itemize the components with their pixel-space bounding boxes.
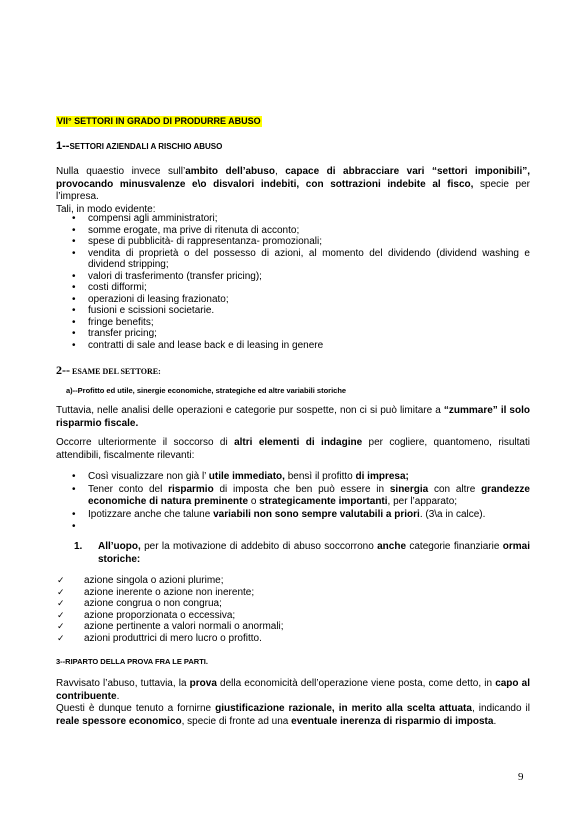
bullet-dot-icon: • — [72, 293, 76, 305]
list-item-text: azioni produttrici di mero lucro o profitto. — [84, 632, 262, 644]
text-run: Tener conto del — [88, 483, 169, 495]
bullet-dot-icon: • — [72, 328, 76, 339]
list-item-text: fringe benefits; — [88, 316, 154, 328]
list-item-text: compensi agli amministratori; — [88, 213, 218, 224]
checkmark-icon: ✓ — [57, 586, 65, 597]
bullet-dot-icon: • — [72, 270, 76, 282]
text-run: Ravvisato l’abuso, tuttavia, la — [56, 678, 190, 689]
bullet-dot-icon: • — [72, 213, 76, 224]
text-run: Tali, in modo evidente: — [56, 203, 156, 215]
page-number: 9 — [518, 771, 524, 783]
text-run: Questi è dunque tenuto a fornirne — [56, 703, 216, 714]
text-run: Ipotizzare anche che talune — [88, 508, 214, 520]
text-run: con altre — [428, 483, 482, 495]
text-run-bold: prova — [189, 678, 217, 689]
text-run-bold: eventuale inerenza di risparmio di imposta — [291, 715, 494, 727]
section2-paragraph-2 — [56, 437, 530, 462]
list-item-text: vendita di proprietà o del possesso di azioni, al momento del dividendo (dividend washing e dividend stripping; — [88, 247, 530, 270]
text-run: di imposta che ben può essere in — [213, 483, 390, 495]
text-run: Così visualizzare non già l’ — [88, 471, 209, 482]
numbered-item-marker: 1. — [74, 541, 83, 552]
text-run-bold: capo al contribuente — [56, 678, 530, 702]
list-item — [56, 294, 530, 306]
list-item-text: azione pertinente a valori normali o anormali; — [84, 621, 284, 632]
bullet-dot-icon: • — [72, 471, 76, 482]
text-run-bold: grandezze economiche di natura preminente — [88, 483, 530, 507]
list-item-text: azione inerente o azione non inerente; — [84, 586, 255, 598]
list-item — [56, 633, 530, 645]
list-item — [56, 471, 530, 484]
section3-heading: 3--RIPARTO DELLA PROVA FRA LE PARTI. — [56, 657, 208, 666]
text-run-bold: ambito dell’abuso — [185, 166, 275, 177]
checkmark-icon: ✓ — [57, 598, 65, 608]
text-run: , indicando il — [471, 703, 530, 714]
subsection-a-heading: a)--Profitto ed utile, sinergie economiche, strategiche ed altre variabili storiche — [66, 386, 347, 395]
text-run: Tuttavia, nelle analisi delle operazioni e categorie pur sospette, non ci si può limitare a — [56, 405, 444, 416]
text-run: per la motivazione di addebito di abuso soccorrono — [140, 541, 378, 552]
numbered-item-1 — [56, 541, 530, 566]
text-run-bold: di impresa; — [355, 471, 409, 482]
section1-number: 1-- — [56, 140, 70, 152]
section2-heading — [56, 364, 161, 378]
checkmark-icon: ✓ — [57, 609, 65, 620]
list-item-text: azione congrua o non congrua; — [84, 598, 222, 609]
list-item-text: spese di pubblicità- di rappresentanza- promozionali; — [88, 236, 323, 247]
list-item — [56, 621, 530, 633]
bullet-dot-icon: • — [72, 282, 76, 293]
section1-list — [56, 213, 530, 351]
section2-number: 2-- — [56, 363, 70, 377]
chapter-title: VII° SETTORI IN GRADO DI PRODURRE ABUSO — [57, 116, 261, 126]
list-item — [56, 317, 530, 329]
text-run-bold: variabili non sono sempre valutabili a priori — [213, 508, 420, 520]
text-run: categorie finanziarie — [406, 541, 503, 552]
section1-intro — [56, 166, 530, 216]
text-run-bold: anche — [377, 541, 407, 552]
bullet-dot-icon: • — [72, 316, 76, 328]
text-run-bold: capace di abbracciare vari “settori imponibili”, provocando minusvalenze e\o disvalori indebiti, con sottrazioni indebite al fisco, — [56, 166, 530, 190]
text-run-bold: utile immediato, — [208, 471, 285, 482]
text-run-bold: risparmio — [168, 483, 214, 495]
text-run: , specie di fronte ad una — [181, 715, 292, 727]
list-item-text: contratti di sale and lease back e di leasing in genere — [88, 339, 324, 351]
text-run: specie per l’impresa. — [56, 178, 530, 202]
bullet-dot-icon: • — [72, 483, 76, 495]
list-item-text: azione singola o azioni plurime; — [84, 575, 224, 586]
section1-label: SETTORI AZIENDALI A RISCHIO ABUSO — [69, 142, 223, 151]
section1-heading — [56, 141, 222, 152]
text-run: bensì il profitto — [284, 471, 356, 482]
list-item-text: costi difformi; — [88, 282, 147, 293]
list-item-text: somme erogate, ma prive di ritenuta di acconto; — [88, 224, 300, 236]
text-run-bold: ormai storiche: — [98, 541, 530, 565]
bullet-dot-icon: • — [72, 521, 76, 532]
list-item-text: transfer pricing; — [88, 328, 157, 339]
list-item — [56, 225, 530, 237]
text-run: della economicità dell’operazione viene posta, come detto, in — [216, 678, 496, 689]
checkmark-icon: ✓ — [57, 621, 65, 631]
list-item — [56, 271, 530, 283]
bullet-dot-icon: • — [72, 236, 76, 247]
list-item — [56, 598, 530, 610]
checkmark-icon: ✓ — [57, 632, 65, 643]
text-run: . — [493, 715, 497, 727]
list-item-text: operazioni di leasing frazionato; — [88, 293, 229, 305]
text-run-bold: sinergia — [389, 483, 429, 495]
text-run: , — [274, 166, 286, 177]
list-item — [56, 305, 530, 317]
list-item — [56, 610, 530, 622]
bullet-dot-icon: • — [72, 508, 76, 520]
text-run-bold: “zummare” il solo risparmio fiscale. — [56, 405, 530, 429]
section3-paragraph-2 — [56, 703, 530, 728]
list-item — [56, 248, 530, 271]
list-item — [56, 509, 530, 522]
bullet-dot-icon: • — [72, 224, 76, 236]
text-run-bold: reale spessore economico — [56, 715, 182, 727]
list-item — [56, 328, 530, 340]
text-run: , per l’apparato; — [387, 496, 458, 507]
text-run: . (3\a in calce). — [419, 508, 486, 520]
list-item — [56, 575, 530, 587]
list-item — [56, 236, 530, 248]
text-run: per cogliere, quantomeno, risultati attendibili, fiscalmente rilevanti: — [56, 437, 530, 461]
text-run: Nulla quaestio invece sull’ — [56, 166, 186, 177]
text-run: Occorre ulteriormente il soccorso di — [56, 437, 235, 448]
list-item — [56, 484, 530, 509]
bullet-dot-icon: • — [72, 339, 76, 351]
list-item-text: fusioni e scissioni societarie. — [88, 305, 215, 316]
section3-paragraph-1 — [56, 678, 530, 703]
numbered-item-text — [56, 541, 530, 566]
section2-label: ESAME DEL SETTORE: — [70, 367, 161, 376]
checkmark-icon: ✓ — [57, 575, 65, 585]
bullet-dot-icon: • — [72, 305, 76, 316]
list-item — [56, 587, 530, 599]
text-run: o — [248, 496, 260, 507]
text-run: . — [116, 690, 120, 702]
text-run-bold: All’uopo, — [98, 541, 141, 552]
list-item — [56, 213, 530, 225]
section2-bullets — [56, 471, 530, 532]
text-run-bold: strategicamente importanti — [259, 496, 388, 507]
checklist — [56, 575, 530, 644]
list-item-text: valori di trasferimento (transfer pricing); — [88, 270, 262, 282]
list-item — [56, 340, 530, 352]
section2-paragraph-1 — [56, 405, 530, 430]
text-run-bold: giustificazione razionale, in merito alla scelta attuata — [215, 703, 472, 714]
text-run-bold: altri elementi di indagine — [234, 437, 363, 448]
list-item-text: azione proporzionata o eccessiva; — [84, 609, 236, 621]
bullet-dot-icon: • — [72, 247, 76, 259]
list-item — [56, 282, 530, 294]
